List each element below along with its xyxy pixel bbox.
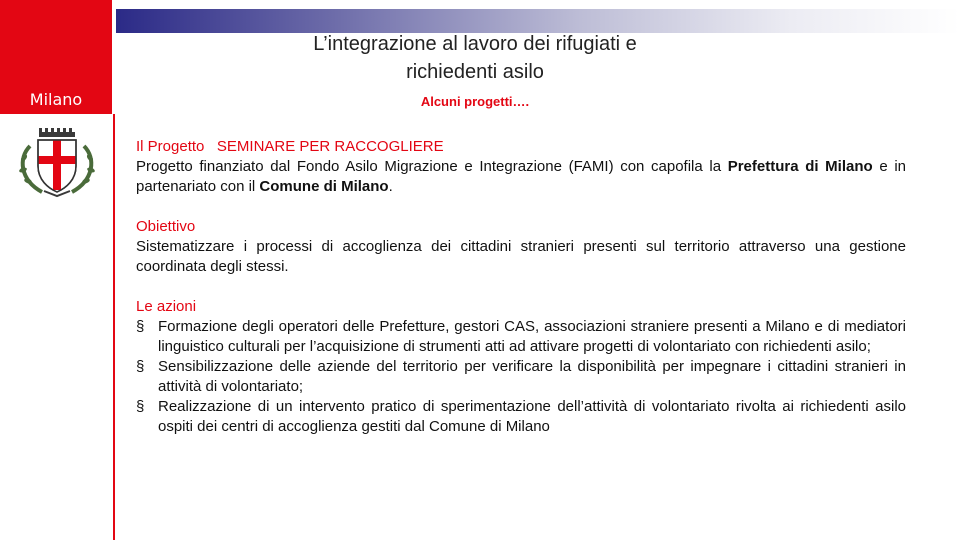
- project-desc-text: Progetto finanziato dal Fondo Asilo Migrazione e Integrazione (FAMI) con capofila la: [136, 158, 728, 175]
- project-label: Il Progetto: [136, 138, 205, 155]
- objective-text: Sistematizzare i processi di accoglienza dei cittadini stranieri presenti sul territorio attraverso una gestione coordinata degli stessi.: [136, 238, 906, 275]
- slide-content: [136, 137, 906, 437]
- red-vertical-divider: [113, 114, 115, 540]
- bullet-icon: §: [136, 318, 145, 335]
- title-line-1: L’integrazione al lavoro dei rifugiati e: [313, 33, 637, 55]
- list-item: [136, 397, 906, 437]
- project-name: SEMINARE PER RACCOGLIERE: [216, 138, 444, 155]
- project-description: [136, 157, 906, 197]
- action-text: Sensibilizzazione delle aziende del territorio per verificare la disponibilità per impegnare i cittadini stranieri in attività di volontariato;: [158, 358, 906, 395]
- page-subtitle: Alcuni progetti….: [420, 94, 530, 109]
- city-label: Milano: [29, 90, 83, 109]
- milano-coat-of-arms-icon: [12, 128, 102, 198]
- project-desc-end: .: [388, 178, 393, 195]
- spacer: [136, 197, 906, 217]
- project-desc-text-2: e in partenariato con il: [136, 158, 906, 195]
- prefettura-name: Prefettura di Milano: [727, 158, 873, 175]
- actions-label: Le azioni: [136, 298, 197, 315]
- list-item: [136, 317, 906, 357]
- actions-list: [136, 317, 906, 437]
- title-line-2: richiedenti asilo: [406, 61, 544, 83]
- spacer: [136, 277, 906, 297]
- bullet-icon: §: [136, 358, 145, 375]
- action-text: Formazione degli operatori delle Prefetture, gestori CAS, associazioni straniere presenti a Milano e di mediatori linguistico culturali per l’acquisizione di strumenti atti ad attivare progetti di volontariato con richiedenti asilo;: [158, 318, 906, 355]
- list-item: [136, 357, 906, 397]
- comune-name: Comune di Milano: [259, 178, 389, 195]
- objective-label: Obiettivo: [136, 218, 196, 235]
- page-title: [130, 30, 820, 86]
- project-heading: [136, 137, 906, 157]
- bullet-icon: §: [136, 398, 145, 415]
- action-text: Realizzazione di un intervento pratico di sperimentazione dell’attività di volontariato rivolta ai richiedenti asilo ospiti dei centri di accoglienza gestiti dal Comune di Milano: [158, 398, 906, 435]
